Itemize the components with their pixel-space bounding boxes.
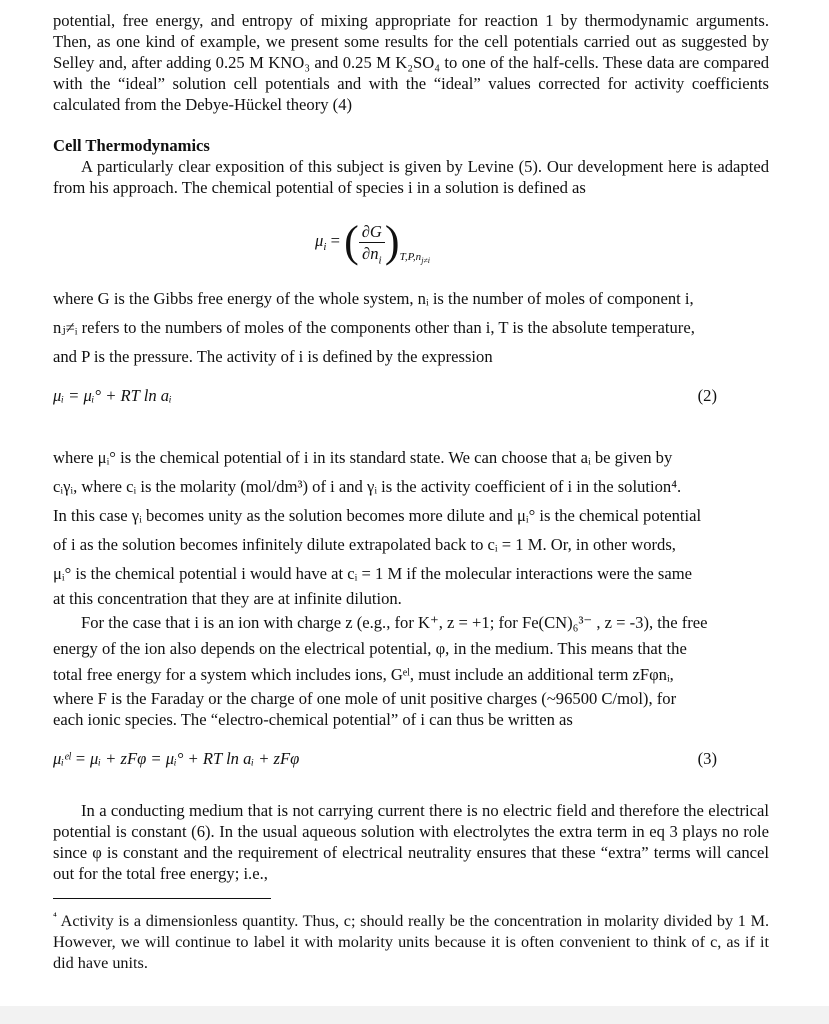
para3-line3: In this case γᵢ becomes unity as the solution becomes more dilute and μᵢ° is the chemical potential: [53, 506, 702, 525]
eq1-subscript-sub: j≠i: [421, 256, 431, 265]
eq1-subscript-text: T,P,n: [399, 250, 422, 263]
eq1-right-paren: ): [384, 217, 400, 266]
para3-line6: at this concentration that they are at infinite dilution.: [53, 589, 402, 608]
para3-line4: of i as the solution becomes infinitely dilute extrapolated back to cᵢ = 1 M. Or, in other words,: [53, 535, 676, 554]
para4-line5: each ionic species. The “electro-chemical potential” of i can thus be written as: [53, 710, 573, 729]
eq1-lhs: μ: [315, 230, 324, 250]
para3-line5: μᵢ° is the chemical potential i would have at cᵢ = 1 M if the molecular interactions were the same: [53, 564, 693, 583]
paragraph-4: [53, 610, 769, 730]
equation-1-body: [315, 217, 431, 268]
eq1-equals: =: [330, 230, 340, 250]
eq1-fraction: [359, 221, 385, 264]
paragraph-5: In a conducting medium that is not carrying current there is no electric field and therefore the electrical potential is constant (6). In the usual aqueous solution with electrolytes the extra term in eq 3 plays no role since φ is constant and the requirement of electrical neutrality ensures that these “extra” terms will cancel out for the total free energy; i.e.,: [53, 801, 769, 883]
eq1-denominator-sub: i: [378, 253, 382, 266]
equation-3: [53, 748, 769, 770]
eq1-left-paren: (: [344, 217, 359, 266]
para4-line4: where F is the Faraday or the charge of one mole of unit positive charges (~96500 C/mol), for: [53, 689, 677, 708]
eq1-numerator: ∂G: [359, 221, 385, 243]
footnote: [53, 911, 769, 974]
eq3-body: μᵢᵉˡ = μᵢ + zFφ = μᵢ° + RT ln aᵢ + zFφ: [53, 749, 300, 768]
eq1-denominator-wrap: [359, 243, 385, 264]
section-heading: Cell Thermodynamics: [53, 136, 210, 155]
document-page: [53, 10, 769, 974]
section-paragraph-1: A particularly clear exposition of this subject is given by Levine (5). Our development here is adapted from his approach. The chemical potential of species i in a solution is defined as: [53, 157, 769, 197]
para3-line1: where μᵢ° is the chemical potential of i in its standard state. We can choose that aᵢ be given by: [53, 448, 673, 467]
para2-line3: and P is the pressure. The activity of i is defined by the expression: [53, 347, 493, 366]
eq1-lhs-sub: i: [323, 241, 327, 254]
eq1-subscript: [400, 251, 430, 263]
para4-line1: For the case that i is an ion with charge z (e.g., for K⁺, z = +1; for Fe(CN)₆³⁻ , z = -3), the free: [81, 613, 708, 632]
eq2-body: μᵢ = μᵢ° + RT ln aᵢ: [53, 386, 172, 405]
para3-line2: cᵢγᵢ, where cᵢ is the molarity (mol/dm³) of i and γᵢ is the activity coefficient of i in the solution⁴.: [53, 477, 682, 496]
eq1-denominator: ∂n: [362, 243, 379, 263]
para4-line3: total free energy for a system which includes ions, Gᵉˡ, must include an additional term zFφnᵢ,: [53, 665, 674, 684]
eq3-number: (3): [697, 749, 717, 768]
equation-2: [53, 385, 769, 407]
para4-line2: energy of the ion also depends on the electrical potential, φ, in the medium. This means that the: [53, 639, 687, 658]
paragraph-3: [53, 443, 769, 610]
footnote-marker: ⁴: [53, 910, 57, 923]
para2-line1: where G is the Gibbs free energy of the whole system, nᵢ is the number of moles of component i,: [53, 289, 694, 308]
eq2-number: (2): [697, 386, 717, 405]
para2-line2: nⱼ≠ᵢ refers to the numbers of moles of the components other than i, T is the absolute temperature,: [53, 318, 695, 337]
equation-1: [53, 198, 769, 284]
footnote-text: Activity is a dimensionless quantity. Thus, c; should really be the concentration in molarity divided by 1 M. However, we will continue to label it with molarity units because it is often convenient to think of c, as if it did have units.: [53, 912, 770, 972]
footnote-divider: [53, 898, 271, 899]
intro-paragraph: potential, free energy, and entropy of mixing appropriate for reaction 1 by thermodynamic arguments. Then, as one kind of example, we present some results for the cell potentials carried out as suggested by Selley and, after adding 0.25 M KNO₃ and 0.25 M K₂SO₄ to one of the half-cells. These data are compared with the “ideal” solution cell potentials and with the “ideal” values corrected for activity coefficients calculated from the Debye-Hückel theory (4): [53, 11, 769, 114]
paragraph-2: [53, 284, 769, 371]
bottom-band: [0, 1006, 829, 1024]
